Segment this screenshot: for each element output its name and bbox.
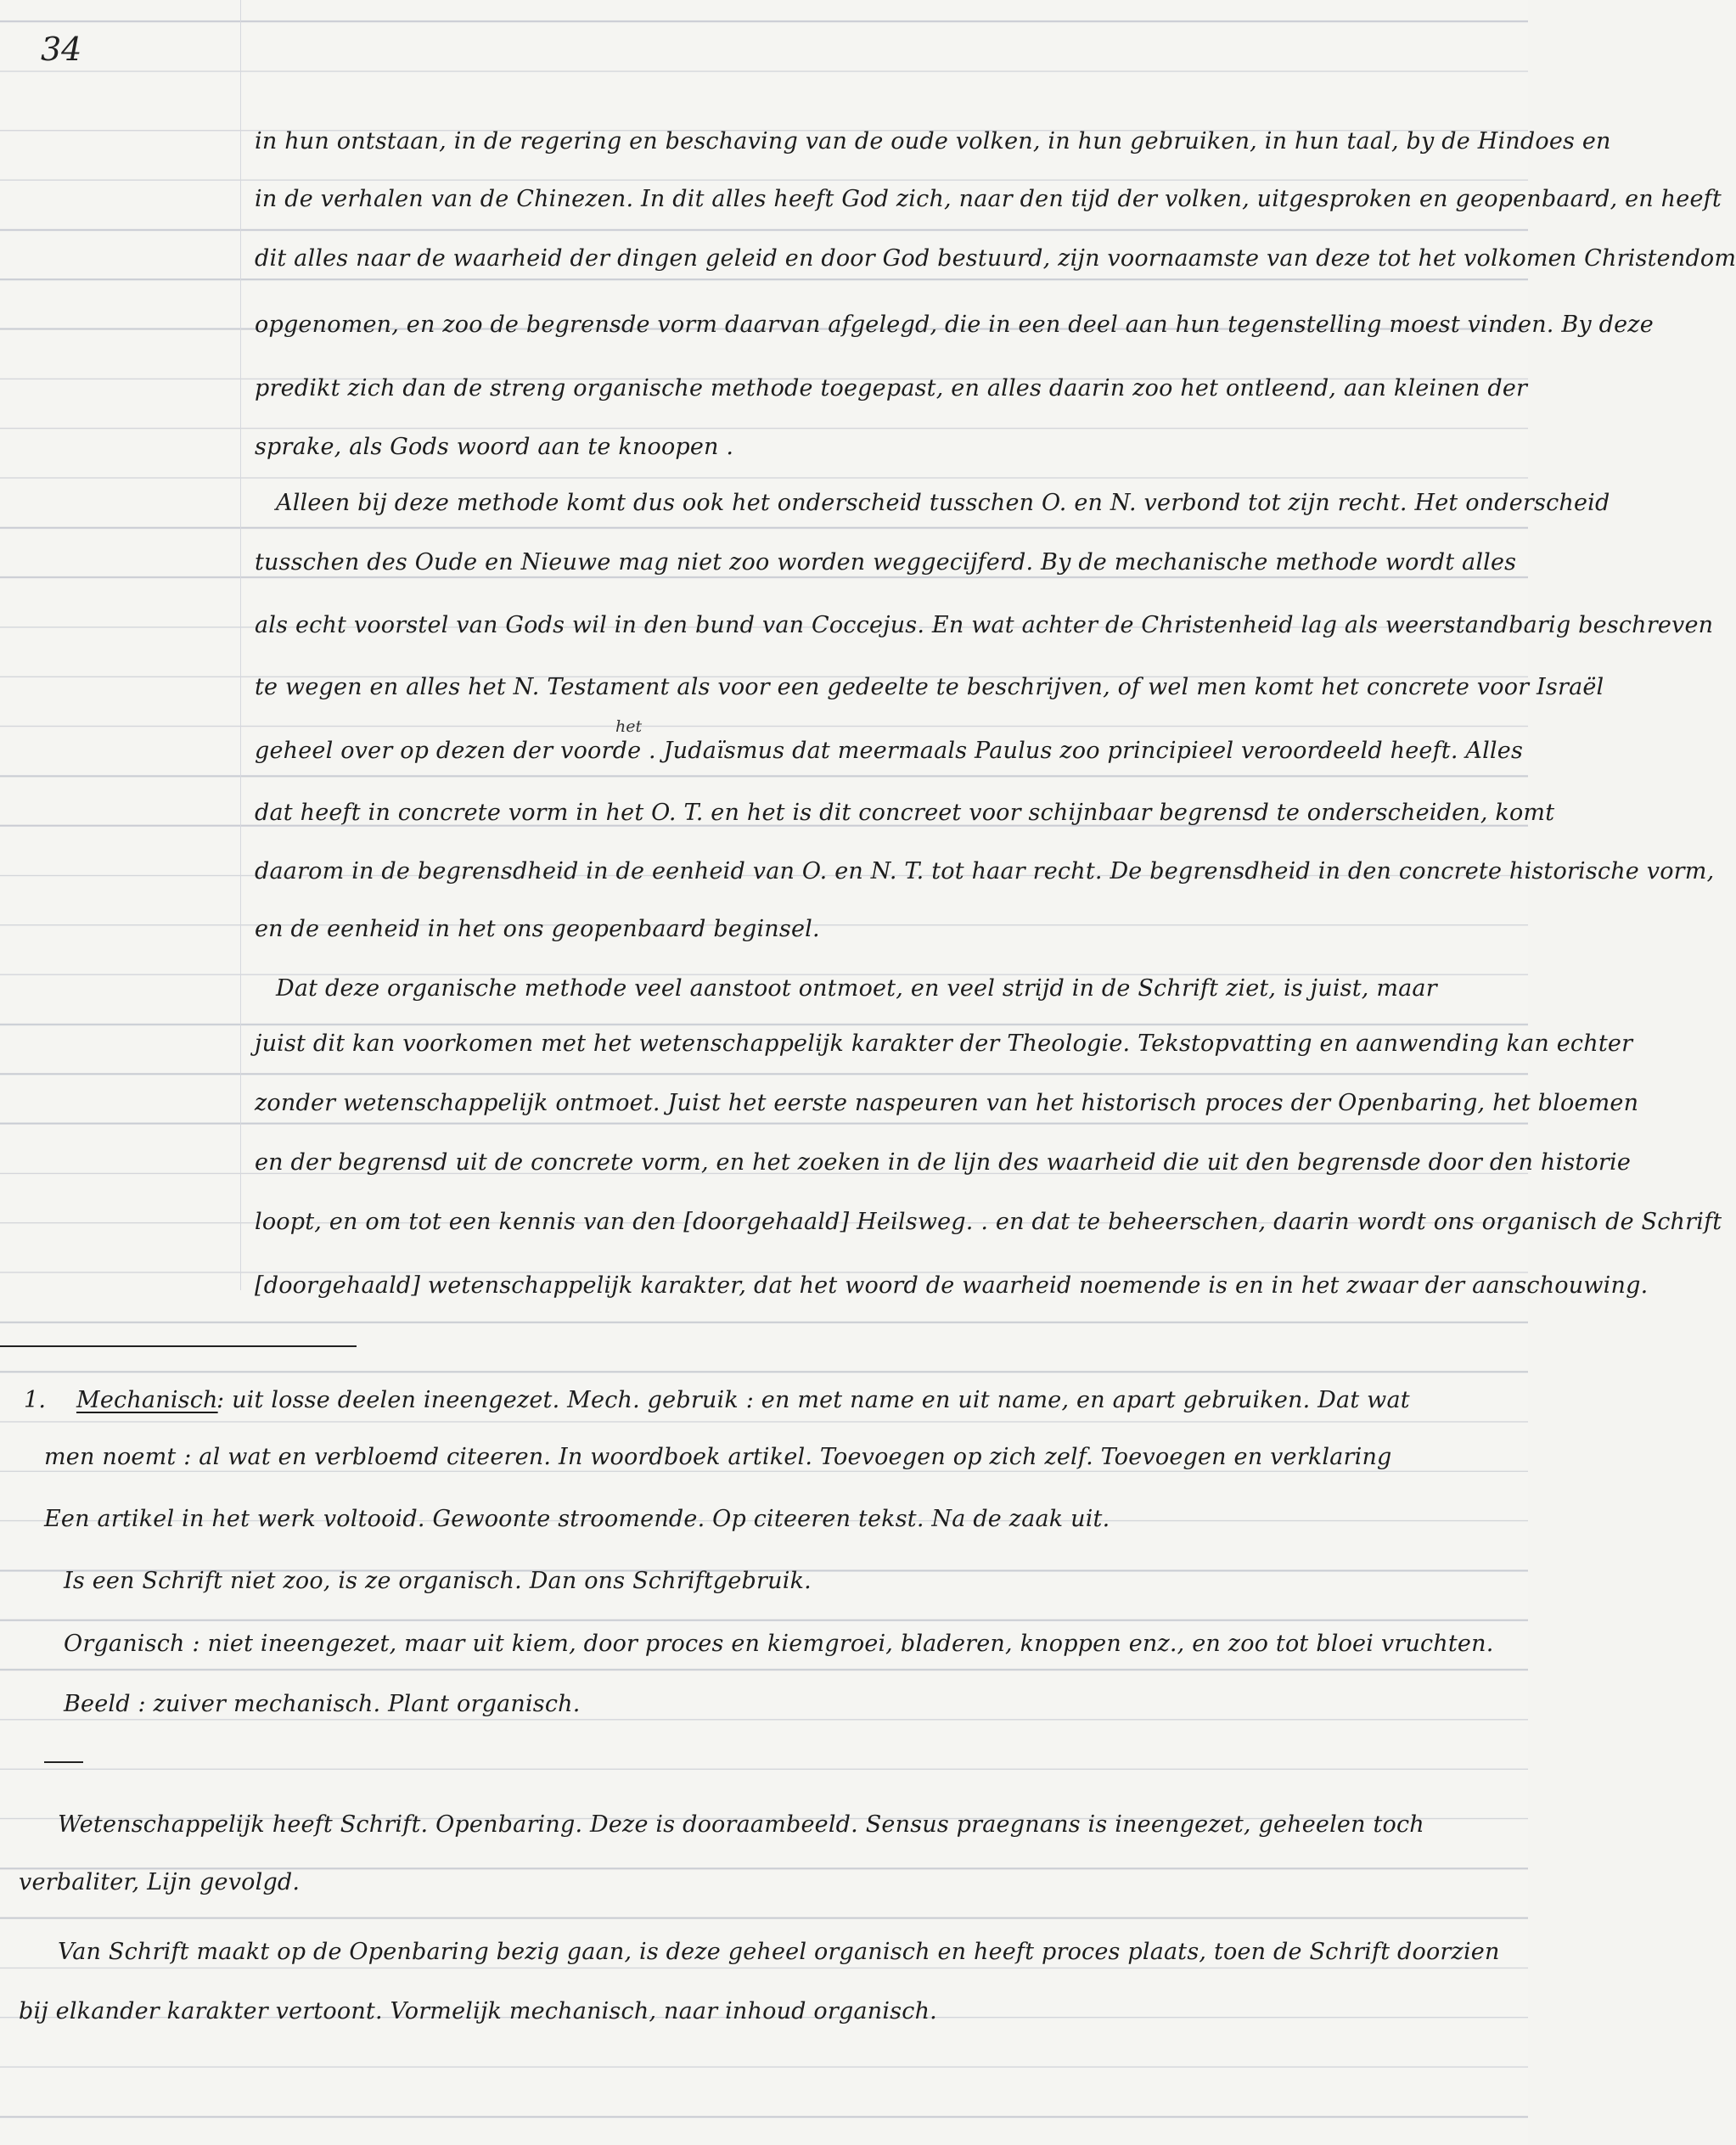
footnote-marker: 1. (24, 1387, 47, 1413)
text-line: Organisch : niet ineengezet, maar uit kiem, door proces en kiemgroei, bladeren, knoppen enz., en zoo tot bloei vruchten. (64, 1631, 1494, 1657)
text-line: dat heeft in concrete vorm in het O. T. en het is dit concreet voor schijnbaar begrensd te onderscheiden, komt (255, 800, 1555, 826)
text-line: in de verhalen van de Chinezen. In dit alles heeft God zich, naar den tijd der volken, uitgesproken en geopenbaard, en heeft (255, 186, 1722, 212)
text-line: loopt, en om tot een kennis van den [doorgehaald] Heilsweg. . en dat te beheerschen, daarin wordt ons organisch de Schrift (255, 1209, 1722, 1235)
text-line: Van Schrift maakt op de Openbaring bezig gaan, is deze geheel organisch en heeft proces plaats, toen de Schrift doorzien (58, 1939, 1500, 1965)
text-line: Alleen bij deze methode komt dus ook het onderscheid tusschen O. en N. verbond tot zijn recht. Het onderscheid (276, 490, 1610, 516)
text-line: en de eenheid in het ons geopenbaard beginsel. (255, 916, 820, 942)
text-line: en der begrensd uit de concrete vorm, en het zoeken in de lijn des waarheid die uit den begrensde door den historie (255, 1149, 1631, 1176)
text-line: Is een Schrift niet zoo, is ze organisch. Dan ons Schriftgebruik. (64, 1568, 812, 1594)
margin-line (240, 0, 241, 1290)
text-line: zonder wetenschappelijk ontmoet. Juist het eerste naspeuren van het historisch proces der Openbaring, het bloemen (255, 1090, 1639, 1116)
page-number: 34 (41, 31, 82, 68)
text-line: predikt zich dan de streng organische methode toegepast, en alles daarin zoo het ontleend, aan kleinen der (255, 375, 1528, 401)
text-line: Dat deze organische methode veel aanstoot ontmoet, en veel strijd in de Schrift ziet, is juist, maar (276, 975, 1437, 1002)
text-line: sprake, als Gods woord aan te knoopen . (255, 434, 734, 460)
text-line: in hun ontstaan, in de regering en beschaving van de oude volken, in hun gebruiken, in hun taal, by de Hindoes en (255, 128, 1611, 154)
text-line: [doorgehaald] wetenschappelijk karakter, dat het woord de waarheid noemende is en in het zwaar der aanschouwing. (255, 1272, 1649, 1299)
footnote-rule (0, 1345, 357, 1347)
text-line: : uit losse deelen ineengezet. Mech. gebruik : en met name en uit name, en apart gebruiken. Dat wat (216, 1387, 1410, 1413)
text-line: bij elkander karakter vertoont. Vormelijk mechanisch, naar inhoud organisch. (19, 1998, 937, 2024)
text-line: tusschen des Oude en Nieuwe mag niet zoo worden weggecijferd. By de mechanische methode wordt alles (255, 549, 1517, 576)
text-line: geheel over op dezen der voorde . Judaïsmus dat meermaals Paulus zoo principieel veroordeeld heeft. Alles (255, 738, 1524, 764)
footnote-term: Mechanisch (76, 1387, 218, 1413)
text-line: Een artikel in het werk voltooid. Gewoonte stroomende. Op citeeren tekst. Na de zaak uit. (44, 1506, 1110, 1532)
text-line: dit alles naar de waarheid der dingen geleid en door God bestuurd, zijn voornaamste van deze tot het volkomen Christendom (255, 245, 1736, 272)
text-line: als echt voorstel van Gods wil in den bund van Coccejus. En wat achter de Christenheid lag als weerstandbarig beschreven (255, 612, 1714, 638)
section-dash (44, 1761, 83, 1763)
text-line: Wetenschappelijk heeft Schrift. Openbaring. Deze is dooraambeeld. Sensus praegnans is ineengezet, geheelen toch (58, 1811, 1424, 1838)
text-line: opgenomen, en zoo de begrensde vorm daarvan afgelegd, die in een deel aan hun tegenstelling moest vinden. By deze (255, 312, 1654, 338)
text-line: verbaliter, Lijn gevolgd. (19, 1869, 301, 1895)
text-line: men noemt : al wat en verbloemd citeeren. In woordboek artikel. Toevoegen op zich zelf. Toevoegen en verklaring (44, 1444, 1392, 1470)
text-line: juist dit kan voorkomen met het wetenschappelijk karakter der Theologie. Tekstopvatting en aanwending kan echter (255, 1030, 1633, 1057)
insertion-mark: het (615, 717, 643, 736)
text-line: te wegen en alles het N. Testament als voor een gedeelte te beschrijven, of wel men komt het concrete voor Israël (255, 674, 1604, 700)
text-line: daarom in de begrensdheid in de eenheid van O. en N. T. tot haar recht. De begrensdheid in den concrete historische vorm, (255, 858, 1715, 884)
text-line: Beeld : zuiver mechanisch. Plant organisch. (64, 1691, 581, 1717)
